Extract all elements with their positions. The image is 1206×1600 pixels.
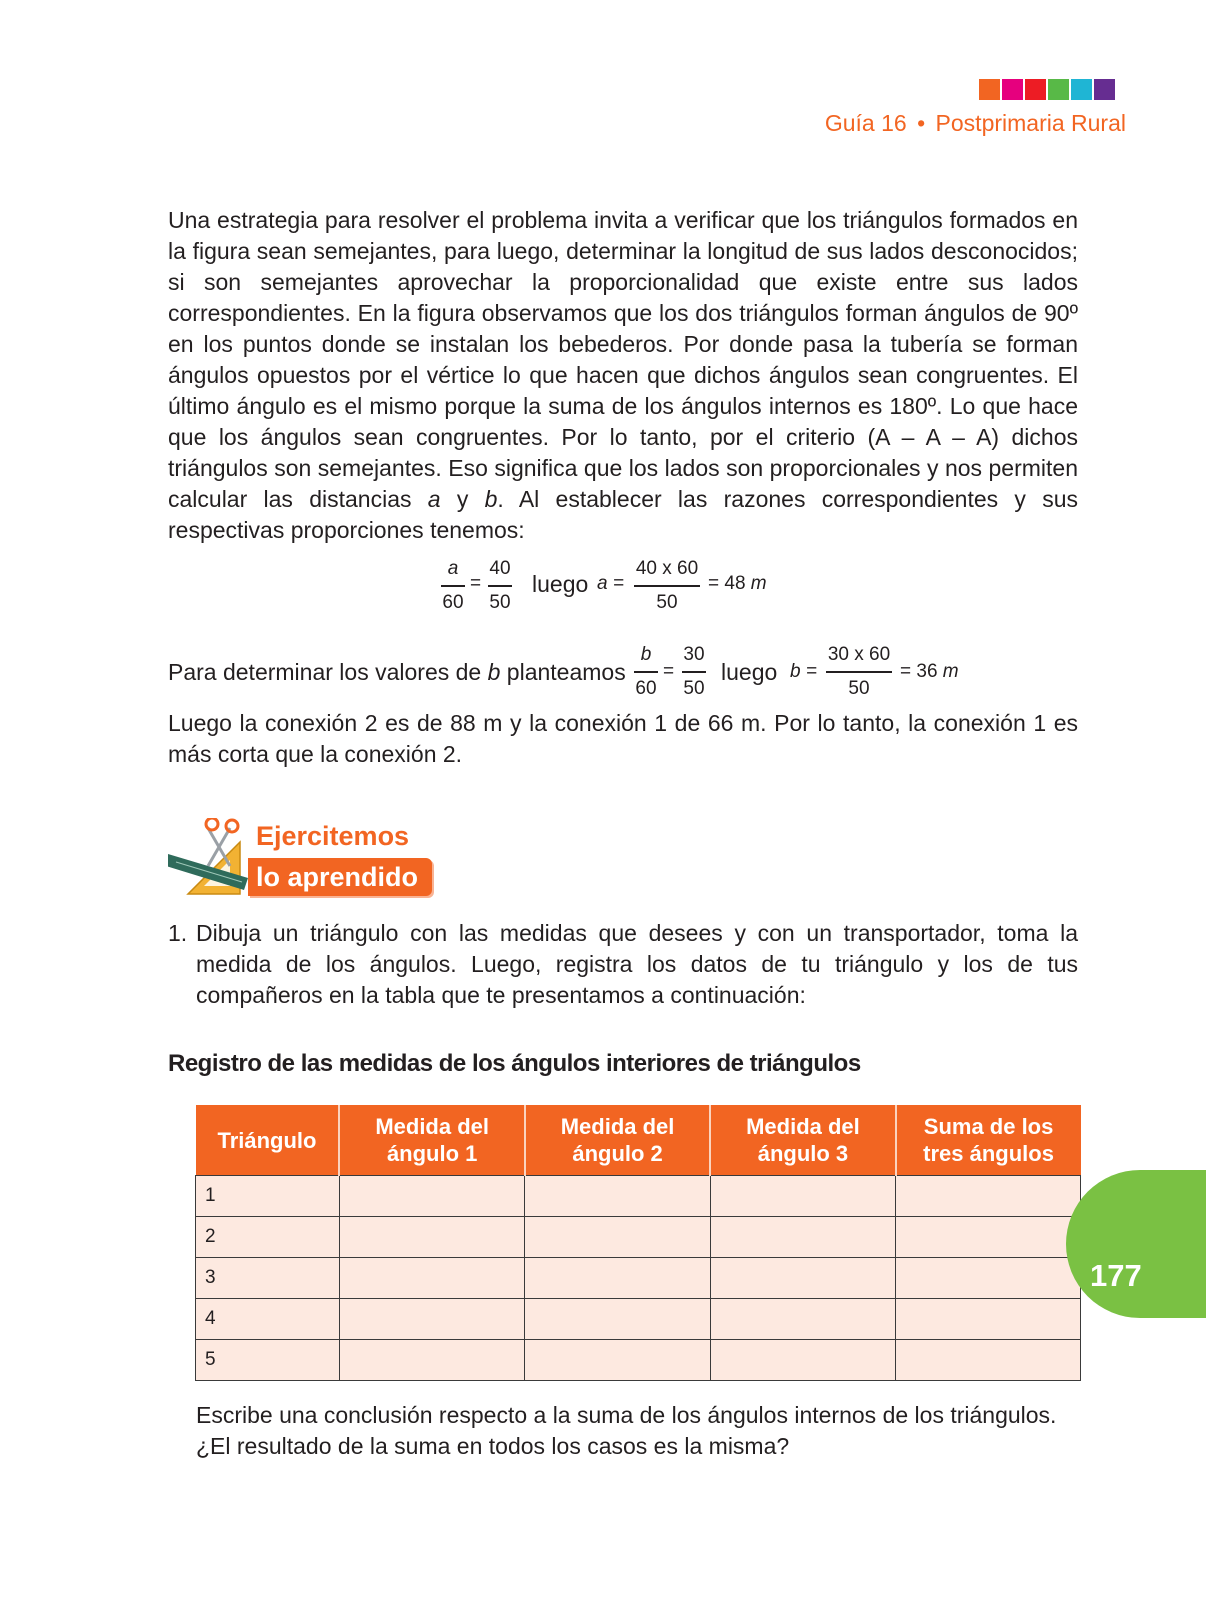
- header-cell: Triángulo: [196, 1105, 340, 1176]
- fraction: [488, 558, 512, 614]
- blank-cell[interactable]: [339, 1299, 524, 1340]
- header-cell: Medida del ángulo 1: [339, 1105, 524, 1176]
- page-number: 177: [1090, 1258, 1142, 1293]
- blank-cell[interactable]: [339, 1176, 524, 1217]
- numerator: 30 x 60: [827, 644, 891, 665]
- fraction: [634, 558, 700, 614]
- row-label: 4: [196, 1299, 340, 1340]
- blank-cell[interactable]: [710, 1176, 895, 1217]
- equation-result: = 36: [900, 661, 938, 682]
- exercise-number: 1.: [168, 920, 188, 946]
- equation-lhs: a =: [597, 573, 624, 594]
- color-square: [979, 79, 1000, 100]
- conjunction: y: [456, 486, 469, 512]
- badge-title-line2: lo aprendido: [248, 858, 432, 896]
- equation-lhs: b =: [790, 661, 817, 682]
- badge-title-line1: Ejercitemos: [256, 821, 410, 851]
- equals-sign: =: [663, 661, 675, 682]
- denominator: 50: [848, 678, 870, 699]
- table-header-row: [196, 1105, 1081, 1176]
- eq2-lead: Para determinar los valores de: [168, 659, 482, 685]
- blank-cell[interactable]: [339, 1258, 524, 1299]
- blank-cell[interactable]: [525, 1217, 710, 1258]
- var-b: b: [487, 659, 501, 685]
- blank-cell[interactable]: [710, 1258, 895, 1299]
- blank-cell[interactable]: [525, 1258, 710, 1299]
- denominator: 50: [656, 592, 678, 613]
- unit-label: m: [750, 573, 767, 594]
- table-row: [196, 1176, 1081, 1217]
- numerator: 40: [489, 558, 511, 579]
- conclusion-paragraph: Luego la conexión 2 es de 88 m y la conexión 1 de 66 m. Por lo tanto, la conexión 1 es más corta que la conexión 2.: [168, 710, 1078, 767]
- color-square: [1048, 79, 1069, 100]
- section-badge: [168, 818, 448, 898]
- var-b: b: [484, 486, 498, 512]
- var-a: a: [427, 486, 441, 512]
- color-square: [1002, 79, 1023, 100]
- luego-label: luego: [532, 571, 589, 597]
- fraction: [826, 644, 892, 700]
- luego-label: luego: [721, 659, 778, 685]
- table-row: [196, 1340, 1081, 1381]
- row-label: 2: [196, 1217, 340, 1258]
- scissors-ruler-icon: [168, 818, 252, 898]
- exercise-text: Dibuja un triángulo con las medidas que desees y con un transportador, toma la medida de los ángulos. Luego, registra los datos de tu triángulo y los de tus compañeros en la tabla que te presentamos a continuación:: [196, 920, 1078, 1008]
- closing-prompt: Escribe una conclusión respecto a la suma de los ángulos internos de los triángulos. ¿El resultado de la suma en todos los casos es la misma?: [196, 1402, 1057, 1459]
- blank-cell[interactable]: [339, 1340, 524, 1381]
- denominator: 60: [442, 592, 464, 613]
- blank-cell[interactable]: [710, 1299, 895, 1340]
- table-title: Registro de las medidas de los ángulos interiores de triángulos: [168, 1050, 861, 1077]
- color-square: [1094, 79, 1115, 100]
- row-label: 3: [196, 1258, 340, 1299]
- blank-cell[interactable]: [896, 1340, 1081, 1381]
- running-header: [825, 110, 1126, 137]
- numerator: 40 x 60: [635, 558, 699, 579]
- blank-cell[interactable]: [525, 1340, 710, 1381]
- color-square: [1071, 79, 1092, 100]
- fraction: [441, 558, 465, 614]
- intro-text-end: . Al establecer las razones correspondientes y sus respectivas proporciones tenemos:: [168, 486, 1078, 543]
- blank-cell[interactable]: [710, 1217, 895, 1258]
- row-label: 5: [196, 1340, 340, 1381]
- denominator: 50: [489, 592, 511, 613]
- equation-result: = 48: [708, 573, 746, 594]
- header-cell: Medida del ángulo 2: [525, 1105, 710, 1176]
- numerator: b: [640, 644, 652, 665]
- eq2-lead-end: planteamos: [506, 659, 626, 685]
- intro-text: Una estrategia para resolver el problema invita a verificar que los triángulos formados en la figura sean semejantes, para luego, determinar la longitud de sus lados desconocidos; si son semejantes aprovechar la proporcionalidad que existe entre sus lados correspondientes. En la figura observamos que los dos triángulos forman ángulos de 90º en los puntos donde se instalan los bebederos. Por donde pasa la tubería se forman ángulos opuestos por el vértice lo que hacen que dichos ángulos sean congruentes. El último ángulo es el mismo porque la suma de los ángulos internos es 180º. Lo que hace que los ángulos sean congruentes. Por lo tanto, por el criterio (A – A – A) dichos triángulos son semejantes. Eso significa que los lados son proporcionales y nos permiten calcular las distancias: [168, 207, 1078, 512]
- blank-cell[interactable]: [525, 1299, 710, 1340]
- table-row: [196, 1217, 1081, 1258]
- guide-label: Guía 16: [824, 110, 907, 136]
- table-row: [196, 1299, 1081, 1340]
- unit-label: m: [942, 661, 959, 682]
- blank-cell[interactable]: [710, 1340, 895, 1381]
- blank-cell[interactable]: [339, 1217, 524, 1258]
- blank-cell[interactable]: [896, 1258, 1081, 1299]
- numerator: 30: [683, 644, 705, 665]
- header-cell: Suma de los tres ángulos: [896, 1105, 1081, 1176]
- intro-paragraph: [168, 205, 1078, 546]
- angles-table: [195, 1105, 1081, 1381]
- blank-cell[interactable]: [525, 1176, 710, 1217]
- blank-cell[interactable]: [896, 1217, 1081, 1258]
- denominator: 50: [683, 678, 705, 699]
- section-label: Postprimaria Rural: [935, 110, 1126, 136]
- fraction: [682, 644, 706, 700]
- equals-sign: =: [470, 573, 482, 594]
- row-label: 1: [196, 1176, 340, 1217]
- color-square: [1025, 79, 1046, 100]
- table-row: [196, 1258, 1081, 1299]
- page-tab: [1066, 1170, 1206, 1318]
- color-squares: [979, 79, 1115, 100]
- denominator: 60: [635, 678, 657, 699]
- numerator: a: [447, 558, 459, 579]
- exercise-item: [168, 918, 1078, 1011]
- blank-cell[interactable]: [896, 1299, 1081, 1340]
- blank-cell[interactable]: [896, 1176, 1081, 1217]
- header-cell: Medida del ángulo 3: [710, 1105, 895, 1176]
- header-separator: •: [917, 110, 926, 136]
- fraction: [634, 644, 658, 700]
